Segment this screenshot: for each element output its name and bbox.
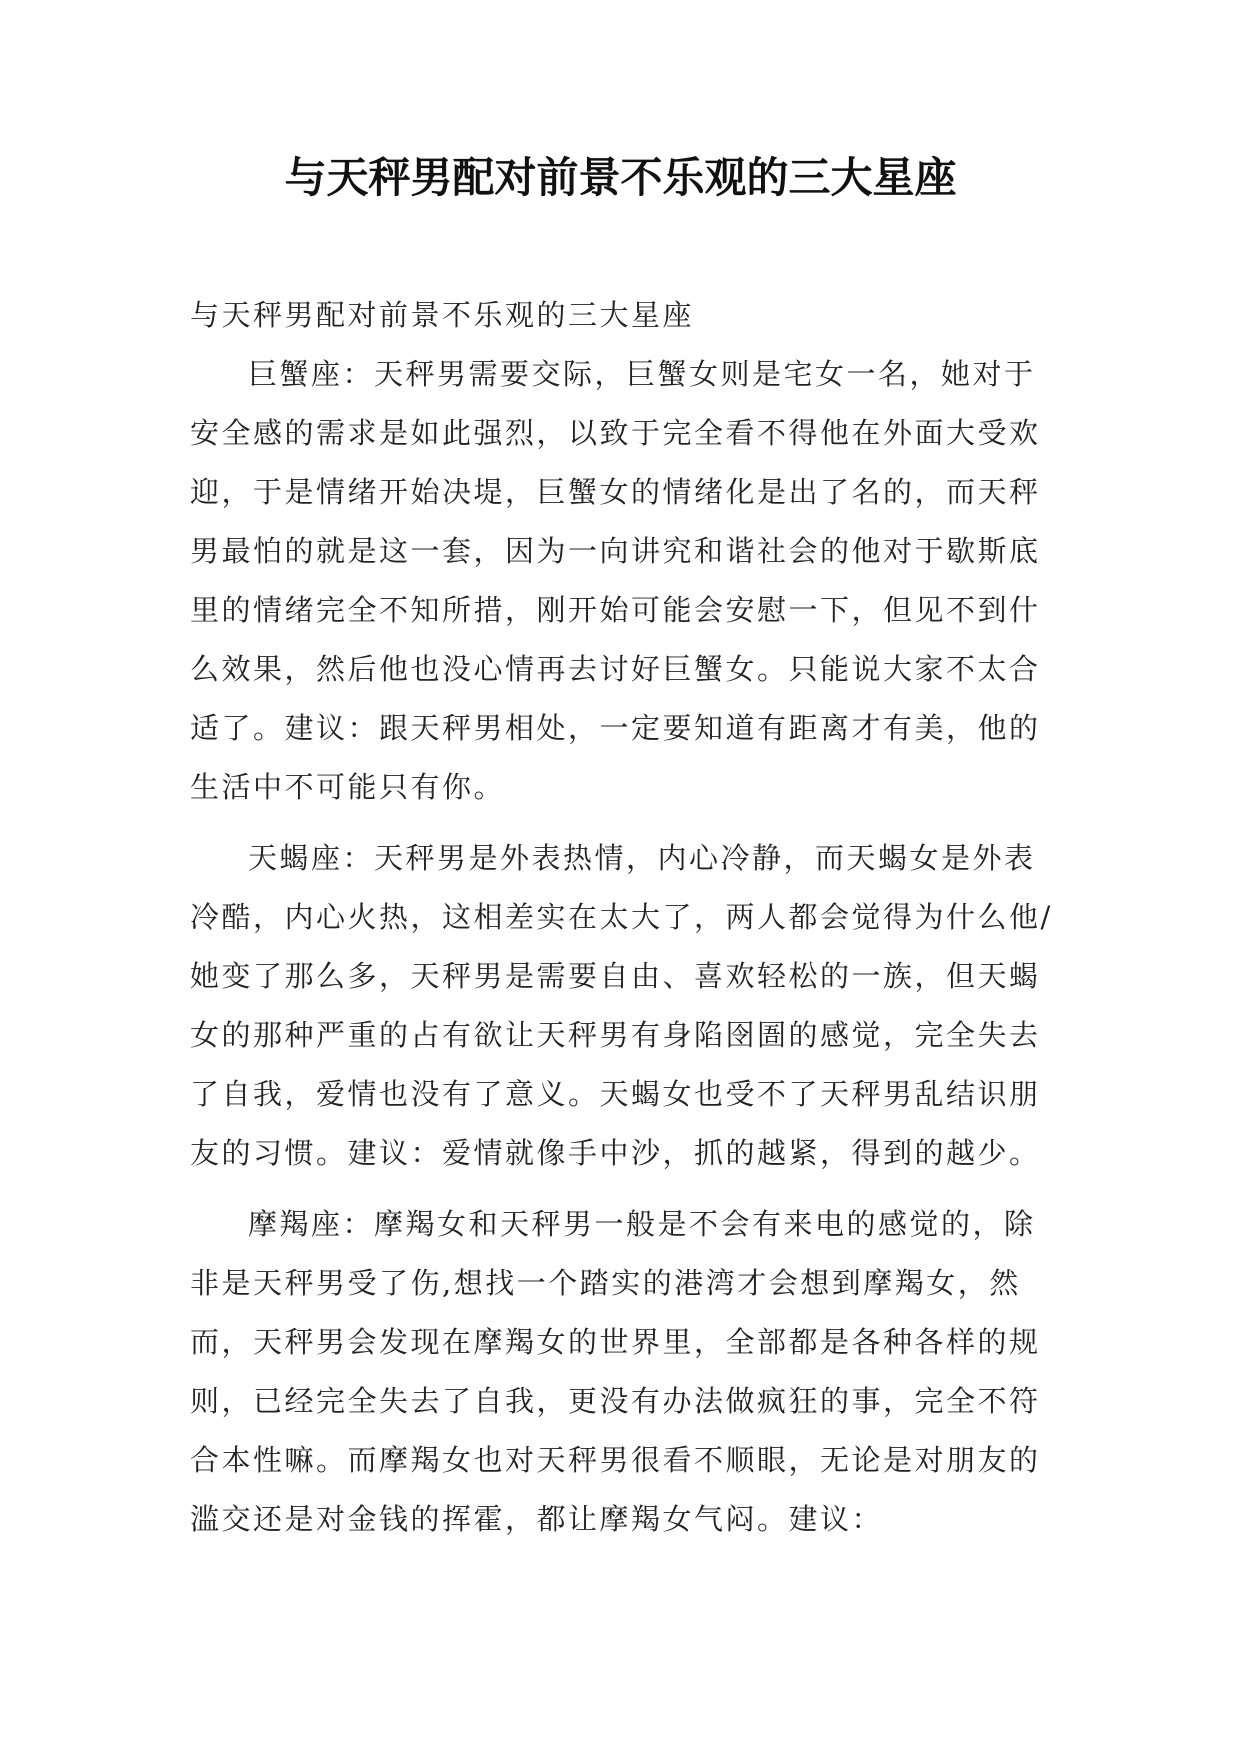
document-title: 与天秤男配对前景不乐观的三大星座: [284, 153, 957, 202]
document-subtitle: 与天秤男配对前景不乐观的三大星座: [190, 298, 695, 332]
document-body: [190, 286, 1056, 1549]
paragraph-scorpio: 天蝎座：天秤男是外表热情，内心冷静，而天蝎女是外表冷酷，内心火热，这相差实在太大了，两人都会觉得为什么他/她变了那么多，天秤男是需要自由、喜欢轻松的一族，但天蝎女的那种严重的占有欲让天秤男有身陷囹圄的感觉，完全失去了自我，爱情也没有了意义。天蝎女也受不了天秤男乱结识朋友的习惯。建议：爱情就像手中沙，抓的越紧，得到的越少。: [190, 841, 1053, 1170]
paragraph-capricorn: 摩羯座：摩羯女和天秤男一般是不会有来电的感觉的，除非是天秤男受了伤,想找一个踏实的港湾才会想到摩羯女，然而，天秤男会发现在摩羯女的世界里，全部都是各种各样的规则，已经完全失去了自我，更没有办法做疯狂的事，完全不符合本性嘛。而摩羯女也对天秤男很看不顺眼，无论是对朋友的滥交还是对金钱的挥霍，都让摩羯女气闷。建议：: [190, 1207, 1041, 1536]
paragraph-cancer: 巨蟹座：天秤男需要交际，巨蟹女则是宅女一名，她对于安全感的需求是如此强烈，以致于完全看不得他在外面大受欢迎，于是情绪开始决堤，巨蟹女的情绪化是出了名的，而天秤男最怕的就是这一套，因为一向讲究和谐社会的他对于歇斯底里的情绪完全不知所措，刚开始可能会安慰一下，但见不到什么效果，然后他也没心情再去讨好巨蟹女。只能说大家不太合适了。建议：跟天秤男相处，一定要知道有距离才有美，他的生活中不可能只有你。: [190, 357, 1041, 804]
